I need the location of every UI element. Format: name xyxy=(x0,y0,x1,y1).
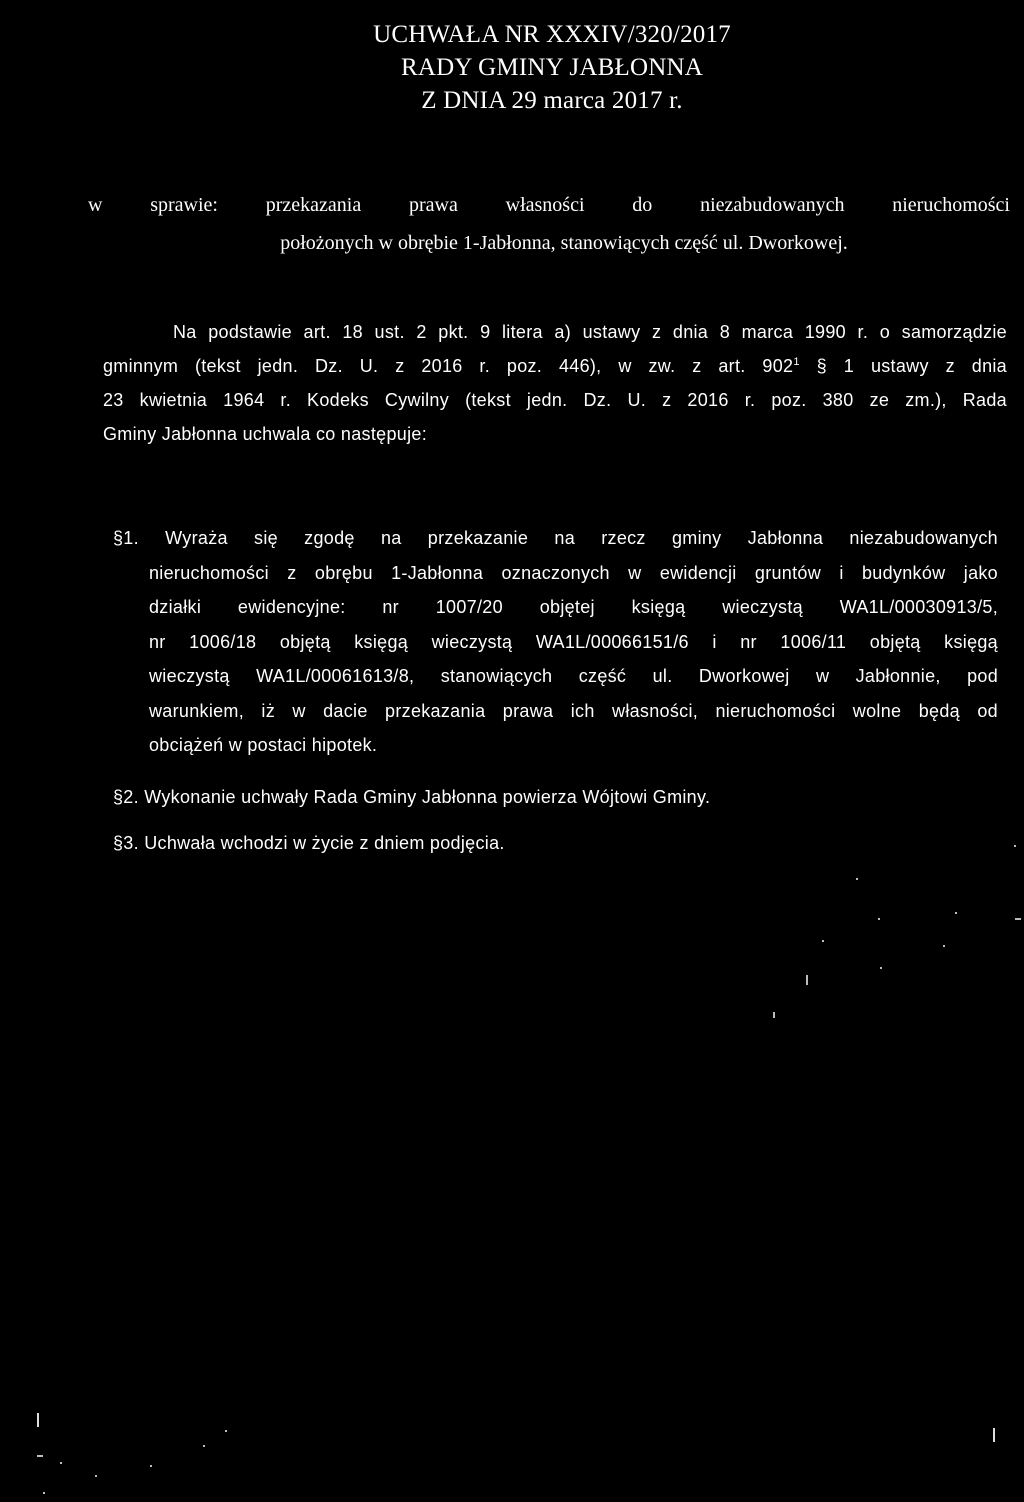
section-1-line-1-text: Wyraża się zgodę na przekazanie na rzecz gminy Jabłonna niezabudowanych xyxy=(165,528,998,548)
section-symbol: §1. xyxy=(113,528,139,548)
scan-speck xyxy=(955,912,957,914)
scan-speck xyxy=(95,1475,97,1477)
scan-speck xyxy=(878,918,880,920)
resolution-header xyxy=(0,18,1024,117)
subject-line-2: położonych w obrębie 1-Jabłonna, stanowiących część ul. Dworkowej. xyxy=(280,232,848,254)
scan-speck xyxy=(60,1462,62,1464)
section-2: §2. Wykonanie uchwały Rada Gminy Jabłonna powierza Wójtowi Gminy. xyxy=(113,787,711,807)
scan-speck xyxy=(880,967,882,969)
scan-speck xyxy=(225,1430,227,1432)
section-1-line-1 xyxy=(113,521,998,556)
scan-mark xyxy=(993,1428,995,1442)
resolution-number: UCHWAŁA NR XXXIV/320/2017 xyxy=(373,21,731,48)
scan-speck xyxy=(203,1445,205,1447)
scan-speck xyxy=(773,1012,775,1018)
scan-speck xyxy=(1015,918,1021,920)
section-1-line-3: działki ewidencyjne: nr 1007/20 objętej księgą wieczystą WA1L/00030913/5, xyxy=(149,597,998,617)
section-1-line-4: nr 1006/18 objętą księgą wieczystą WA1L/00066151/6 i nr 1006/11 objętą księgą xyxy=(149,631,998,652)
scan-speck xyxy=(856,878,858,880)
section-1-line-6: warunkiem, iż w dacie przekazania prawa ich własności, nieruchomości wolne będą od xyxy=(149,700,998,721)
superscript: 1 xyxy=(793,356,800,368)
section-1-line-5: wieczystą WA1L/00061613/8, stanowiących część ul. Dworkowej w Jabłonnie, pod xyxy=(149,666,998,686)
scan-speck xyxy=(150,1465,152,1467)
basis-line-2-text: gminnym (tekst jedn. Dz. U. z 2016 r. poz. 446), w zw. z art. 902 xyxy=(103,356,794,376)
basis-line-2 xyxy=(103,349,1007,383)
section-3: §3. Uchwała wchodzi w życie z dniem podjęcia. xyxy=(113,833,505,853)
council-name: RADY GMINY JABŁONNA xyxy=(401,54,703,81)
basis-line-2-tail: § 1 ustawy z dnia xyxy=(799,356,1007,376)
section-1-line-7: obciążeń w postaci hipotek. xyxy=(149,735,378,755)
scan-speck xyxy=(1014,845,1016,847)
legal-basis xyxy=(103,315,1007,451)
resolution-subject xyxy=(88,186,1010,262)
subject-line-1: w sprawie: przekazania prawa własności do niezabudowanych nieruchomości xyxy=(88,194,1010,216)
resolution-date: Z DNIA 29 marca 2017 r. xyxy=(421,87,683,114)
scan-mark xyxy=(37,1413,39,1427)
basis-line-4: Gminy Jabłonna uchwala co następuje: xyxy=(103,424,427,444)
scan-speck xyxy=(943,945,945,947)
basis-line-1: Na podstawie art. 18 ust. 2 pkt. 9 litera a) ustawy z dnia 8 marca 1990 r. o samorządzie xyxy=(173,322,1007,342)
scan-speck xyxy=(806,975,808,985)
scan-speck xyxy=(37,1455,43,1457)
basis-line-3: 23 kwietnia 1964 r. Kodeks Cywilny (tekst jedn. Dz. U. z 2016 r. poz. 380 ze zm.), Rada xyxy=(103,390,1007,410)
scan-speck xyxy=(43,1492,45,1494)
section-1 xyxy=(113,521,998,763)
section-1-line-2: nieruchomości z obrębu 1-Jabłonna oznaczonych w ewidencji gruntów i budynków jako xyxy=(149,562,998,583)
scan-speck xyxy=(822,940,824,942)
